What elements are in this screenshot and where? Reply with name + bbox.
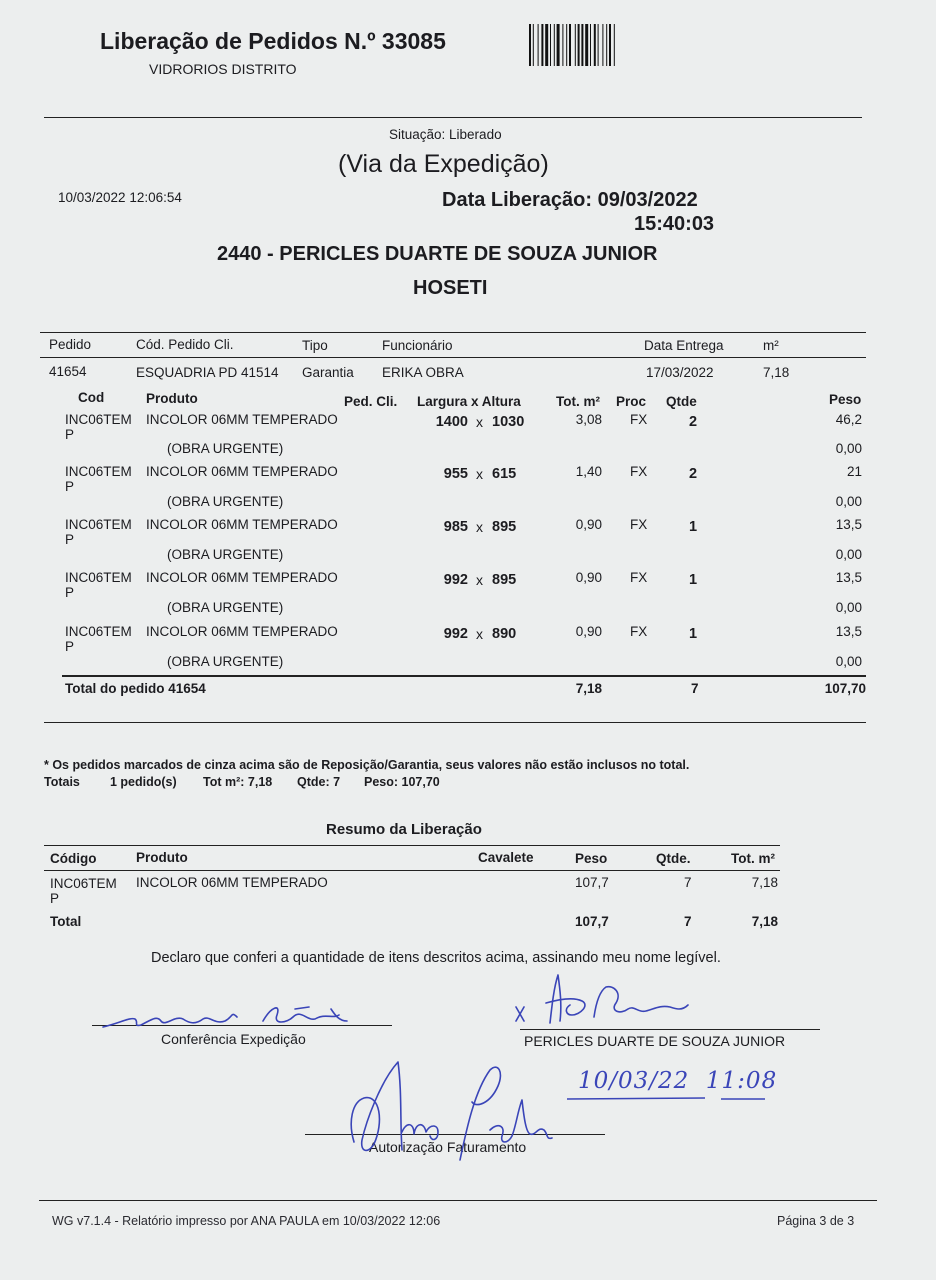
item-tot-m2: 0,90 bbox=[575, 517, 602, 532]
via-label: (Via da Expedição) bbox=[338, 150, 549, 178]
item-x: x bbox=[476, 466, 483, 482]
items-col-produto: Produto bbox=[146, 391, 198, 406]
item-proc: FX bbox=[630, 464, 648, 479]
order-total-label: Total do pedido 41654 bbox=[65, 681, 206, 696]
item-largura: 955 bbox=[443, 466, 468, 482]
item-peso: 13,5 bbox=[835, 517, 862, 532]
col-m2: m² bbox=[763, 338, 779, 353]
item-cod-suffix: P bbox=[65, 427, 75, 442]
signature-label-autorizacao: Autorização Faturamento bbox=[369, 1139, 527, 1155]
item-qtde: 1 bbox=[689, 572, 698, 588]
item-cod-suffix: P bbox=[65, 532, 75, 547]
order-data-entrega: 17/03/2022 bbox=[646, 365, 714, 380]
item-altura: 1030 bbox=[492, 414, 525, 430]
divider bbox=[40, 357, 866, 358]
item-obs-peso: 0,00 bbox=[835, 600, 862, 615]
item-obs-peso: 0,00 bbox=[835, 441, 862, 456]
item-largura: 1400 bbox=[435, 414, 468, 430]
item-row bbox=[0, 515, 936, 567]
items-col-tot-m2: Tot. m² bbox=[556, 394, 600, 409]
divider bbox=[40, 332, 866, 333]
divider bbox=[44, 845, 780, 846]
item-cod: INC06TEM bbox=[65, 517, 132, 532]
totals-m2: Tot m²: 7,18 bbox=[203, 775, 273, 789]
client-name: 2440 - PERICLES DUARTE DE SOUZA JUNIOR bbox=[217, 243, 658, 265]
items-col-proc: Proc bbox=[616, 394, 647, 409]
item-produto: INCOLOR 06MM TEMPERADO bbox=[146, 517, 338, 532]
summary-title: Resumo da Liberação bbox=[326, 821, 482, 838]
item-peso: 21 bbox=[846, 464, 862, 479]
col-data-entrega: Data Entrega bbox=[644, 338, 724, 353]
item-proc: FX bbox=[630, 624, 648, 639]
item-obs: (OBRA URGENTE) bbox=[167, 547, 284, 562]
summary-total-tot-m2: 7,18 bbox=[751, 914, 778, 929]
note-text: * Os pedidos marcados de cinza acima são de Reposição/Garantia, seus valores não estão inclusos no total. bbox=[44, 758, 690, 772]
summary-col-codigo: Código bbox=[50, 851, 97, 866]
summary-produto: INCOLOR 06MM TEMPERADO bbox=[136, 875, 328, 890]
item-qtde: 1 bbox=[689, 626, 698, 642]
order-total-m2: 7,18 bbox=[575, 681, 602, 696]
item-tot-m2: 3,08 bbox=[575, 412, 602, 427]
order-cod-pedido: ESQUADRIA PD 41514 bbox=[136, 365, 279, 380]
summary-codigo: INC06TEM bbox=[50, 876, 117, 891]
item-obs-peso: 0,00 bbox=[835, 494, 862, 509]
col-pedido: Pedido bbox=[49, 337, 92, 352]
items-col-cod: Cod bbox=[78, 390, 105, 405]
divider bbox=[44, 117, 862, 118]
item-x: x bbox=[476, 572, 483, 588]
item-peso: 46,2 bbox=[835, 412, 862, 427]
item-obs: (OBRA URGENTE) bbox=[167, 441, 284, 456]
item-qtde: 2 bbox=[689, 414, 698, 430]
item-produto: INCOLOR 06MM TEMPERADO bbox=[146, 464, 338, 479]
item-row bbox=[0, 462, 936, 514]
item-obs-peso: 0,00 bbox=[835, 547, 862, 562]
summary-col-cavalete: Cavalete bbox=[478, 850, 534, 865]
item-qtde: 1 bbox=[689, 519, 698, 535]
item-peso: 13,5 bbox=[835, 570, 862, 585]
item-produto: INCOLOR 06MM TEMPERADO bbox=[146, 570, 338, 585]
item-altura: 890 bbox=[492, 626, 517, 642]
order-total-peso: 107,70 bbox=[824, 681, 866, 696]
printed-timestamp: 10/03/2022 12:06:54 bbox=[58, 190, 182, 205]
summary-col-qtde: Qtde. bbox=[656, 851, 691, 866]
item-cod: INC06TEM bbox=[65, 624, 132, 639]
item-produto: INCOLOR 06MM TEMPERADO bbox=[146, 412, 338, 427]
order-funcionario: ERIKA OBRA bbox=[382, 365, 464, 380]
item-obs: (OBRA URGENTE) bbox=[167, 494, 284, 509]
item-tot-m2: 0,90 bbox=[575, 570, 602, 585]
item-obs-peso: 0,00 bbox=[835, 654, 862, 669]
item-peso: 13,5 bbox=[835, 624, 862, 639]
item-altura: 895 bbox=[492, 572, 517, 588]
item-x: x bbox=[476, 519, 483, 535]
summary-total-label: Total bbox=[50, 914, 82, 929]
item-produto: INCOLOR 06MM TEMPERADO bbox=[146, 624, 338, 639]
divider bbox=[39, 1200, 877, 1201]
summary-tot-m2: 7,18 bbox=[751, 875, 778, 890]
item-proc: FX bbox=[630, 517, 648, 532]
items-col-peso: Peso bbox=[829, 392, 862, 407]
item-obs: (OBRA URGENTE) bbox=[167, 654, 284, 669]
item-x: x bbox=[476, 626, 483, 642]
item-largura: 992 bbox=[443, 626, 468, 642]
signature-label-client: PERICLES DUARTE DE SOUZA JUNIOR bbox=[524, 1033, 786, 1049]
item-cod: INC06TEM bbox=[65, 412, 132, 427]
items-col-ped-cli: Ped. Cli. bbox=[344, 394, 398, 409]
barcode-icon bbox=[527, 24, 673, 68]
date-underline bbox=[565, 1096, 795, 1102]
items-col-dimensions: Largura x Altura bbox=[417, 394, 521, 409]
item-tot-m2: 1,40 bbox=[575, 464, 602, 479]
company-name: VIDRORIOS DISTRITO bbox=[149, 61, 297, 77]
item-row bbox=[0, 622, 936, 674]
col-funcionario: Funcionário bbox=[382, 338, 453, 353]
col-cod-pedido: Cód. Pedido Cli. bbox=[136, 337, 234, 352]
release-date: Data Liberação: 09/03/2022 bbox=[442, 189, 698, 211]
summary-col-produto: Produto bbox=[136, 850, 188, 865]
summary-total-peso: 107,7 bbox=[575, 914, 609, 929]
item-largura: 992 bbox=[443, 572, 468, 588]
item-cod: INC06TEM bbox=[65, 570, 132, 585]
summary-peso: 107,7 bbox=[575, 875, 609, 890]
totals-pedidos: 1 pedido(s) bbox=[110, 775, 177, 789]
totals-label: Totais bbox=[44, 775, 80, 789]
item-cod-suffix: P bbox=[65, 639, 75, 654]
order-pedido: 41654 bbox=[49, 364, 87, 379]
summary-total-qtde: 7 bbox=[684, 914, 692, 929]
item-cod-suffix: P bbox=[65, 585, 75, 600]
order-total-qtde: 7 bbox=[691, 681, 699, 696]
item-altura: 615 bbox=[492, 466, 517, 482]
divider bbox=[44, 870, 780, 871]
item-obs: (OBRA URGENTE) bbox=[167, 600, 284, 615]
summary-col-tot-m2: Tot. m² bbox=[731, 851, 775, 866]
totals-peso: Peso: 107,70 bbox=[364, 775, 440, 789]
totals-qtde: Qtde: 7 bbox=[297, 775, 341, 789]
release-time: 15:40:03 bbox=[634, 213, 715, 235]
signature-label-conferencia: Conferência Expedição bbox=[161, 1031, 306, 1047]
order-m2: 7,18 bbox=[763, 365, 790, 380]
footer-print-info: WG v7.1.4 - Relatório impresso por ANA PAULA em 10/03/2022 12:06 bbox=[52, 1214, 441, 1228]
client-signature bbox=[510, 965, 700, 1030]
item-x: x bbox=[476, 414, 483, 430]
divider bbox=[44, 722, 866, 723]
summary-col-peso: Peso bbox=[575, 851, 608, 866]
items-col-qtde: Qtde bbox=[666, 394, 697, 409]
item-cod-suffix: P bbox=[65, 479, 75, 494]
item-largura: 985 bbox=[443, 519, 468, 535]
conferencia-signature bbox=[95, 995, 365, 1035]
document-title: Liberação de Pedidos N.º 33085 bbox=[100, 28, 446, 54]
item-qtde: 2 bbox=[689, 466, 698, 482]
order-tipo: Garantia bbox=[302, 365, 354, 380]
divider bbox=[62, 675, 866, 677]
footer-page-number: Página 3 de 3 bbox=[777, 1214, 855, 1228]
item-altura: 895 bbox=[492, 519, 517, 535]
autorizacao-signature bbox=[340, 1052, 560, 1162]
item-proc: FX bbox=[630, 570, 648, 585]
summary-codigo-suffix: P bbox=[50, 891, 60, 906]
item-row bbox=[0, 568, 936, 620]
item-tot-m2: 0,90 bbox=[575, 624, 602, 639]
item-proc: FX bbox=[630, 412, 648, 427]
declaration-text: Declaro que conferi a quantidade de itens descritos acima, assinando meu nome legível. bbox=[151, 950, 721, 966]
item-cod: INC06TEM bbox=[65, 464, 132, 479]
client-subname: HOSETI bbox=[413, 277, 488, 299]
summary-qtde: 7 bbox=[684, 875, 692, 890]
item-row bbox=[0, 410, 936, 462]
status-text: Situação: Liberado bbox=[389, 127, 502, 142]
col-tipo: Tipo bbox=[302, 338, 328, 353]
handwritten-date: 10/03/22 11:08 bbox=[578, 1068, 778, 1094]
